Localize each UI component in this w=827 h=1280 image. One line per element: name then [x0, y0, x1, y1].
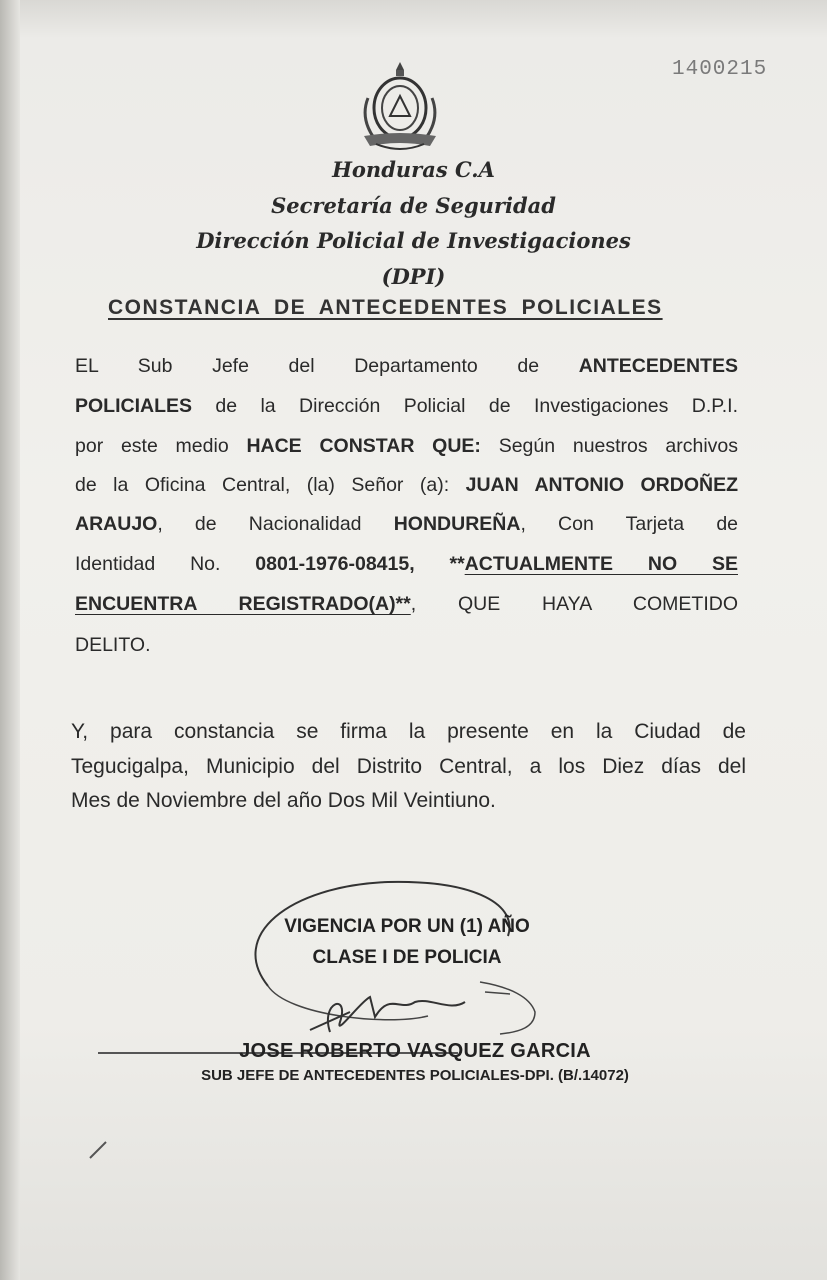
- body-line: por este medio HACE CONSTAR QUE: Según nuestros archivos: [75, 435, 739, 457]
- body-line: de la Oficina Central, (la) Señor (a): JUAN ANTONIO ORDOÑEZ: [75, 474, 739, 496]
- header-country: Honduras C.A: [332, 157, 495, 182]
- closing-line: Tegucigalpa, Municipio del Distrito Central, a los Diez días del: [71, 755, 746, 778]
- body-line: Identidad No. 0801-1976-08415, **ACTUALMENTE NO SE: [75, 553, 738, 575]
- body-line: DELITO.: [75, 634, 151, 656]
- body-line: POLICIALES de la Dirección Policial de Investigaciones D.P.I.: [75, 395, 738, 417]
- signatory-title: SUB JEFE DE ANTECEDENTES POLICIALES-DPI. (B/.14072): [201, 1067, 629, 1084]
- handwritten-signature: [280, 972, 540, 1042]
- serial-number: 1400215: [672, 58, 768, 81]
- header-ministry: Secretaría de Seguridad: [271, 193, 556, 218]
- signatory-name: JOSE ROBERTO VASQUEZ GARCIA: [239, 1040, 591, 1062]
- body-line: ENCUENTRA REGISTRADO(A)**, QUE HAYA COMETIDO: [75, 593, 739, 615]
- body-line: EL Sub Jefe del Departamento de ANTECEDENTES: [75, 355, 738, 377]
- header-directorate: Dirección Policial de Investigaciones: [196, 228, 631, 253]
- header-acronym: (DPI): [381, 264, 446, 289]
- coat-of-arms-icon: [356, 58, 444, 158]
- document-title: CONSTANCIA DE ANTECEDENTES POLICIALES: [108, 296, 663, 319]
- stamp-validity: VIGENCIA POR UN (1) AÑO: [284, 916, 530, 937]
- stamp-class: CLASE I DE POLICIA: [312, 947, 502, 968]
- pen-mark: [88, 1140, 110, 1160]
- closing-line: Y, para constancia se firma la presente en la Ciudad de: [71, 720, 746, 743]
- closing-line: Mes de Noviembre del año Dos Mil Veintiuno.: [71, 789, 496, 812]
- body-line: ARAUJO, de Nacionalidad HONDUREÑA, Con Tarjeta de: [75, 513, 739, 535]
